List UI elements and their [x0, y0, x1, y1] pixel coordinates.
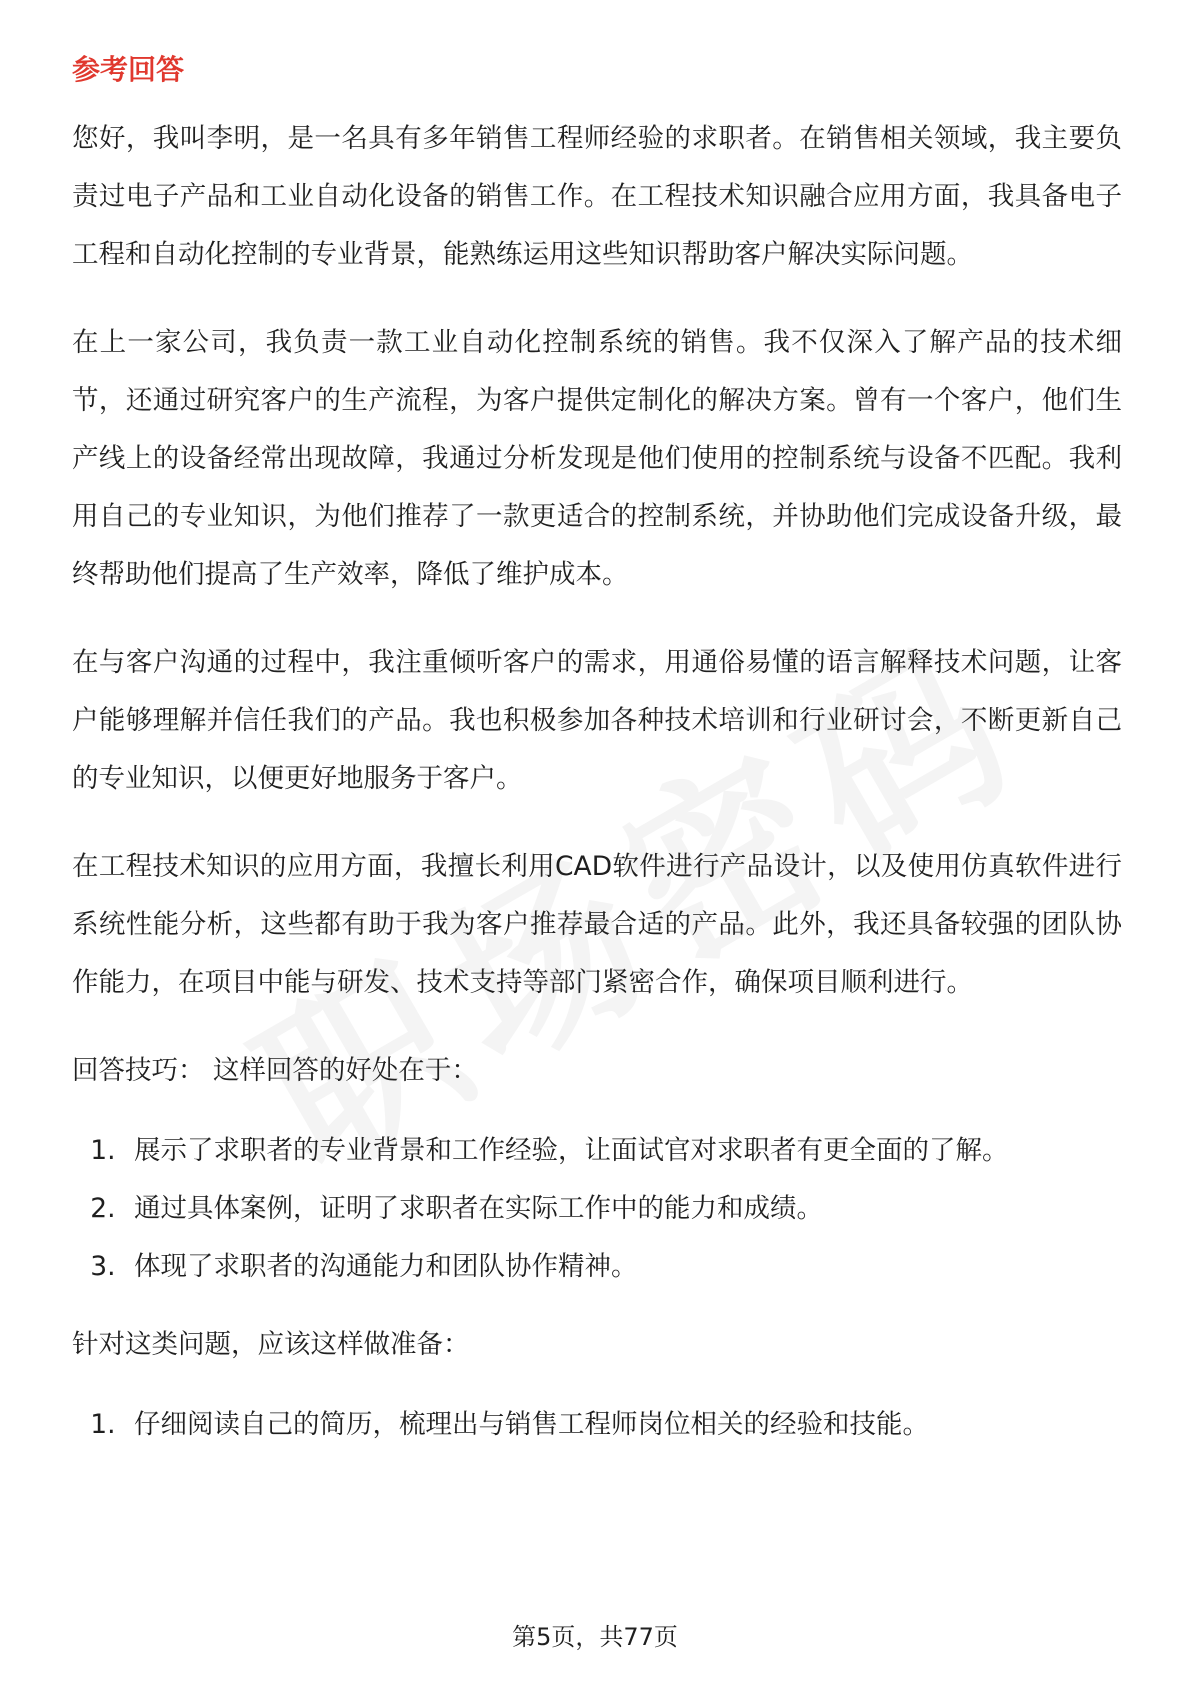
page-number: 第5页，共77页 — [512, 1623, 678, 1651]
prep-title: 针对这类问题，应该这样做准备： — [72, 1329, 470, 1360]
prep-list — [72, 1396, 1122, 1454]
content — [72, 48, 1122, 1474]
list-item: 1. 展示了求职者的专业背景和工作经验，让面试官对求职者有更全面的了解。 — [124, 1122, 1122, 1180]
list-item: 1. 仔细阅读自己的简历，梳理出与销售工程师岗位相关的经验和技能。 — [124, 1396, 1122, 1454]
answer-paragraph-3: 在与客户沟通的过程中，我注重倾听客户的需求，用通俗易懂的语言解释技术问题，让客户能够理解并信任我们的产品。我也积极参加各种技术培训和行业研讨会，不断更新自己的专业知识，以便更好地服务于客户。 — [72, 647, 1122, 794]
answer-paragraph-4: 在工程技术知识的应用方面，我擅长利用CAD软件进行产品设计，以及使用仿真软件进行系统性能分析，这些都有助于我为客户推荐最合适的产品。此外，我还具备较强的团队协作能力，在项目中能与研发、技术支持等部门紧密合作，确保项目顺利进行。 — [72, 851, 1122, 998]
answer-paragraph-1: 您好，我叫李明，是一名具有多年销售工程师经验的求职者。在销售相关领域，我主要负责过电子产品和工业自动化设备的销售工作。在工程技术知识融合应用方面，我具备电子工程和自动化控制的专业背景，能熟练运用这些知识帮助客户解决实际问题。 — [72, 123, 1122, 270]
answer-paragraph-2: 在上一家公司，我负责一款工业自动化控制系统的销售。我不仅深入了解产品的技术细节，还通过研究客户的生产流程，为客户提供定制化的解决方案。曾有一个客户，他们生产线上的设备经常出现故障，我通过分析发现是他们使用的控制系统与设备不匹配。我利用自己的专业知识，为他们推荐了一款更适合的控制系统，并协助他们完成设备升级，最终帮助他们提高了生产效率，降低了维护成本。 — [72, 327, 1122, 590]
section-heading: 参考回答 — [72, 53, 185, 86]
list-item: 2. 通过具体案例，证明了求职者在实际工作中的能力和成绩。 — [124, 1180, 1122, 1238]
list-item: 3. 体现了求职者的沟通能力和团队协作精神。 — [124, 1238, 1122, 1296]
tips-list — [72, 1122, 1122, 1296]
tips-title: 回答技巧： 这样回答的好处在于： — [72, 1055, 478, 1086]
